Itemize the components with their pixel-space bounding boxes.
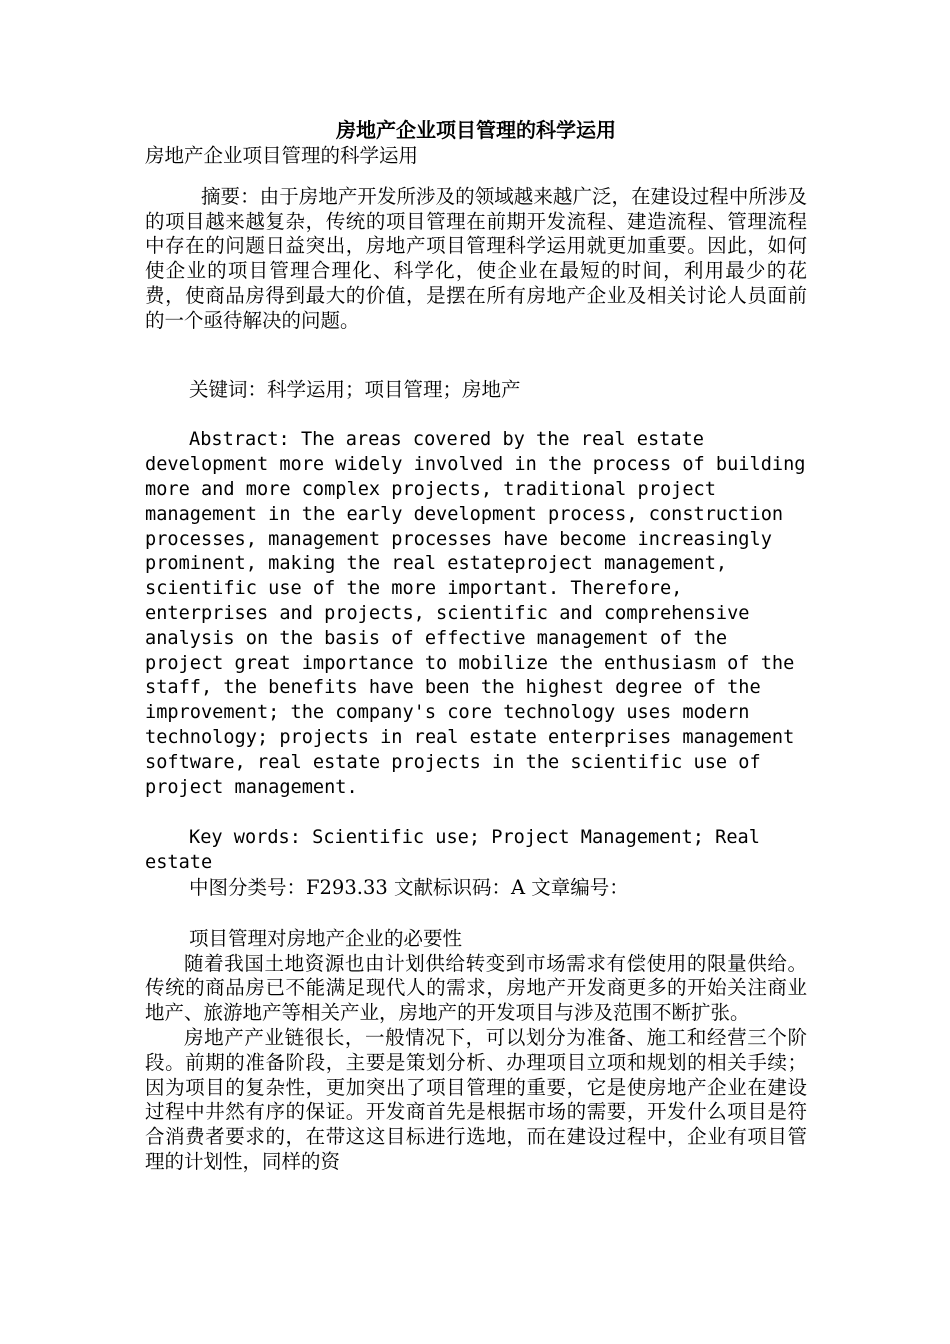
body-paragraph-2: 房地产产业链很长，一般情况下，可以划分为准备、施工和经营三个阶段。前期的准备阶段，主要是策划分析、办理项目立项和规划的相关手续；因为项目的复杂性，更加突出了项目管理的重要，它是使房地产企业在建设过程中井然有序的保证。开发商首先是根据市场的需要，开发什么项目是符合消费者要求的，在带这这目标进行选地，而在建设过程中，企业有项目管理的计划性，同样的资 (145, 1025, 807, 1173)
section-heading: 项目管理对房地产企业的必要性 (189, 926, 463, 950)
body-paragraph-1: 随着我国土地资源也由计划供给转变到市场需求有偿使用的限量供给。传统的商品房已不能满足现代人的需求，房地产开发商更多的开始关注商业地产、旅游地产等相关产业，房地产的开发项目与涉及范围不断扩张。 (145, 951, 807, 1025)
abstract-english: Abstract: The areas covered by the real estate development more widely involved in the process of building more and more complex projects, traditional project management in the early development process, construction processes, management processes have become increasingly prominent, making the real estateproject management, scientific use of the more important. Therefore, enterprises and projects, scientific and comprehensive analysis on the basis of effective management of the project great importance to mobilize the enthusiasm of the staff, the benefits have been the highest degree of the improvement; the company's core technology uses modern technology; projects in real estate enterprises management software, real estate projects in the scientific use of project management. (145, 429, 806, 798)
document-title: 房地产企业项目管理的科学运用 (336, 118, 616, 142)
document-page (145, 118, 807, 1175)
keywords-english: Key words: Scientific use; Project Management; Real estate (145, 827, 760, 874)
abstract-chinese: 摘要：由于房地产开发所涉及的领域越来越广泛，在建设过程中所涉及的项目越来越复杂，传统的项目管理在前期开发流程、建造流程、管理流程中存在的问题日益突出，房地产项目管理科学运用就更加重要。因此，如何使企业的项目管理合理化、科学化，使企业在最短的时间，利用最少的花费，使商品房得到最大的价值，是摆在所有房地产企业及相关讨论人员面前的一个亟待解决的问题。 (145, 184, 807, 332)
keywords-chinese: 关键词：科学运用；项目管理；房地产 (189, 377, 521, 401)
spacer (145, 901, 807, 927)
spacer (145, 800, 807, 826)
classification-line: 中图分类号：F293.33 文献标识码：A 文章编号： (189, 875, 629, 899)
spacer (145, 402, 807, 428)
spacer (145, 334, 807, 378)
document-subtitle: 房地产企业项目管理的科学运用 (145, 144, 419, 167)
